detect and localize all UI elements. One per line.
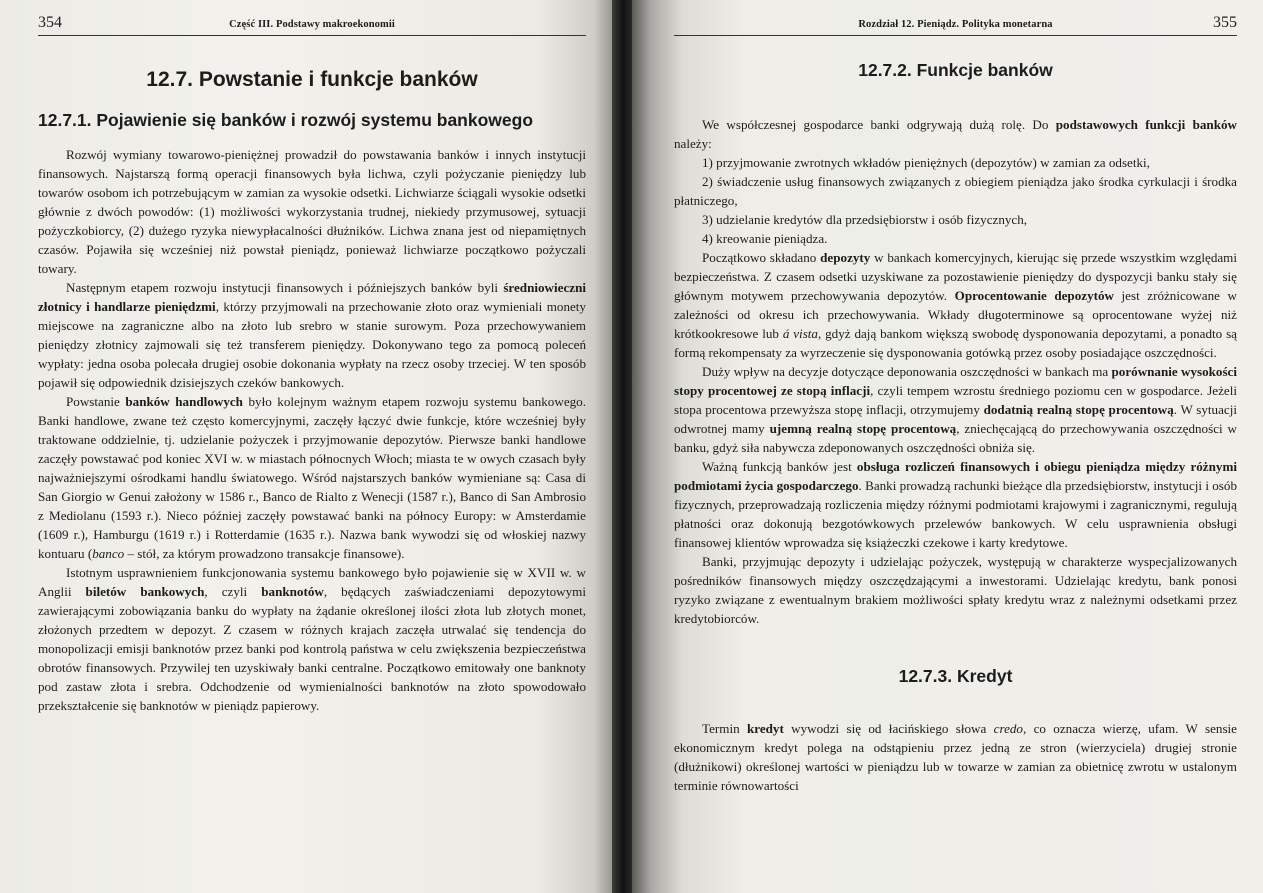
bold-term: Oprocentowanie depozytów xyxy=(954,288,1114,303)
bold-term: średniowieczni złotnicy i handlarze pieniędzmi xyxy=(38,280,586,314)
list-item: 2) świadczenie usług finansowych związanych z obiegiem pieniądza jako środka cyrkulacji i środka płatniczego, xyxy=(674,174,1237,208)
paragraph xyxy=(674,362,1237,457)
paragraph-text: Duży wpływ na decyzje dotyczące deponowania oszczędności w bankach ma xyxy=(702,364,1112,379)
left-page xyxy=(0,0,612,893)
italic-term: banco xyxy=(92,546,125,561)
paragraph-text: , będących zaświadczeniami depozytowymi zawierającymi zobowiązania banku do wypłaty na żądanie określonej ilości złota lub złotych monet, złożonych przedtem w depozyt. Z czasem w różnych krajach zaczęła utrwalać się tendencja do monopolizacji emisji banknotów przez banki pod kontrolą państwa w celu zwiększenia bezpieczeństwa obrotów finansowych. Przywilej ten uzyskiwały banki centralne. Początkowo emitowały one banknoty pod zastaw złota i srebra. Odchodzenie od wymienialności banknotów na złoto spowodowało przekształcenie się banknotów w pieniądz papierowy. xyxy=(38,584,586,713)
paragraph-text: , co oznacza wierzę, ufam. W sensie ekonomicznym kredyt polega na odstąpieniu przez jedną ze stron (wierzyciela) drugiej stronie (dłużnikowi) określonej wartości w pieniądzu lub w towarze w zamian za obietnicę zwrotu w ustalonym terminie równowartości xyxy=(674,721,1237,793)
chapter-section-title: 12.7. Powstanie i funkcje banków xyxy=(146,68,478,91)
paragraph xyxy=(38,145,586,278)
paragraph: Banki, przyjmując depozyty i udzielając pożyczek, występują w charakterze wyspecjalizowanych pośredników finansowych między oszczędzającymi a inwestorami. Udzielając kredytu, bank ponosi ryzyko związane z ewentualnym brakiem możliwości spłaty kredytu wraz z należnymi odsetkami przez kredytobiorców. xyxy=(674,554,1237,626)
paragraph-text: We współczesnej gospodarce banki odgrywają dużą rolę. Do xyxy=(702,117,1056,132)
list-item: 1) przyjmowanie zwrotnych wkładów pieniężnych (depozytów) w zamian za odsetki, xyxy=(702,155,1150,170)
paragraph xyxy=(38,563,586,715)
italic-term: á vista xyxy=(782,326,818,341)
paragraph-text: Termin xyxy=(702,721,747,736)
section-heading: 12.7.3. Kredyt xyxy=(898,666,1013,686)
bold-term: podstawowych funkcji banków xyxy=(1055,117,1237,132)
section-heading: 12.7.2. Funkcje banków xyxy=(858,60,1053,80)
bold-term: obsługa rozliczeń finansowych i obiegu pieniądza między różnymi podmiotami życia gospodarczego xyxy=(674,459,1237,493)
right-page xyxy=(632,0,1263,893)
bold-term: kredyt xyxy=(746,721,784,736)
paragraph-text: Istotnym usprawnieniem funkcjonowania systemu bankowego było pojawienie się w XVII w. w Anglii xyxy=(38,565,586,599)
left-page-header xyxy=(38,14,586,36)
paragraph xyxy=(38,392,586,563)
section-heading: 12.7.1. Pojawienie się banków i rozwój systemu bankowego xyxy=(38,110,534,130)
page-number: 355 xyxy=(1212,14,1237,31)
paragraph-text: , zniechęcającą do przechowywania oszczędności w banku, gdyż siła nabywcza zdeponowanych oszczędności obniża się. xyxy=(674,421,1237,455)
bold-term: dodatnią realną stopę procentową xyxy=(983,402,1174,417)
paragraph-text: , gdyż dają bankom większą swobodę dysponowania depozytami, a ponadto są formą rekompensaty za wyrzeczenie się dysponowania gotówką przez osoby posiadające oszczędności. xyxy=(674,326,1237,360)
paragraph-text: – stół, za którym prowadzono transakcje finansowe). xyxy=(124,546,405,561)
bold-term: ujemną realną stopę procentową xyxy=(769,421,957,436)
paragraph-text: w bankach komercyjnych, kierując się przede wszystkim względami bezpieczeństwa. Z czasem odsetki uzyskiwane za pozostawienie pieniędzy do dyspozycji banku stały się głównym motywem przechowywania depozytów. xyxy=(674,250,1238,303)
bold-term: depozyty xyxy=(820,250,871,265)
paragraph-text: , czyli xyxy=(204,584,262,599)
book-gutter xyxy=(612,0,632,893)
paragraph-text: należy: xyxy=(674,136,712,151)
page-number: 354 xyxy=(38,14,62,31)
list-item: 3) udzielanie kredytów dla przedsiębiorstw i osób fizycznych, xyxy=(702,212,1028,227)
paragraph-text: Początkowo składano xyxy=(702,250,821,265)
running-head: Część III. Podstawy makroekonomii xyxy=(229,19,395,30)
bold-term: banknotów xyxy=(261,584,324,599)
paragraph xyxy=(674,457,1237,552)
bold-term: porównanie wysokości stopy procentowej ze stopą inflacji xyxy=(674,364,1238,398)
list-item: 4) kreowanie pieniądza. xyxy=(702,231,828,246)
paragraph-text: Rozwój wymiany towarowo-pieniężnej prowadził do powstawania banków i innych instytucji finansowych. Najstarszą formą operacji finansowych była lichwa, czyli pożyczanie pieniędzy lub towarów osobom ich potrzebującym w zamian za wysokie odsetki. Lichwiarze ściągali wysokie odsetki głównie z dwóch powodów: (1) możliwości wykorzystania trudnej, niekiedy przymusowej, sytuacji pożyczkobiorcy, (2) dużego ryzyka niewypłacalności dłużników. Lichwa znana jest od niepamiętnych czasów. Pojawiła się wcześniej niż powstał pieniądz, ponieważ lichwiarze początkowo pożyczali towary. xyxy=(38,147,586,276)
paragraph-text: jest zróżnicowane w zależności od okresu ich przechowywania. Wkłady długoterminowe są oprocentowane wyżej niż krótkookresowe lub xyxy=(674,288,1237,341)
paragraph xyxy=(38,278,586,392)
paragraph-text: Powstanie xyxy=(66,394,126,409)
bold-term: banków handlowych xyxy=(125,394,243,409)
paragraph-text: , czyli tempem wzrostu średniego poziomu cen w gospodarce. Jeżeli stopa procentowa przewyższa stopę inflacji, otrzymujemy xyxy=(674,383,1237,417)
italic-term: credo xyxy=(993,721,1023,736)
running-head: Rozdział 12. Pieniądz. Polityka monetarna xyxy=(858,19,1053,30)
paragraph-text: . W sytuacji odwrotnej mamy xyxy=(674,402,1237,436)
paragraph xyxy=(674,719,1237,795)
paragraph-text: . Banki prowadzą rachunki bieżące dla przedsiębiorstw, instytucji i osób fizycznych, przeprowadzają rozliczenia między różnymi podmiotami krajowymi i zagranicznymi, regulują płatności oraz dokonują bezgotówkowych przelewów bankowych. W celu usprawnienia obsługi finansowej klientów wprowadza się książeczki czekowe i karty kredytowe. xyxy=(674,478,1237,550)
paragraph xyxy=(674,115,1237,153)
paragraph xyxy=(674,248,1237,362)
paragraph-text: Następnym etapem rozwoju instytucji finansowych i późniejszych banków byli xyxy=(66,280,504,295)
paragraph-text: Ważną funkcją banków jest xyxy=(702,459,857,474)
paragraph-text: było kolejnym ważnym etapem rozwoju systemu bankowego. Banki handlowe, zwane też często komercyjnymi, zaczęły łączyć dwie funkcje, które wcześniej były traktowane oddzielnie, tj. udzielanie pożyczek i przyjmowanie depozytów. Pierwsze banki handlowe zaczęły powstawać pod koniec XVI w. w miastach północnych Włoch; miasta te w owych czasach były najważniejszymi ośrodkami handlu światowego. Wśród najstarszych banków wymieniane są: Casa di San Giorgio w Genui założony w 1586 r., Banco de Rialto z Wenecji (1587 r.), Banco di San Ambrosio z Mediolanu (1593 r.). Nieco później zaczęły powstawać banki na północy Europy: w Amsterdamie (1609 r.), Hamburgu (1619 r.) i Rotterdamie (1635 r.). Nazwa bank wywodzi się od włoskiej nazwy kontuaru ( xyxy=(38,394,586,561)
paragraph-text: , którzy przyjmowali na przechowanie złoto oraz wymieniali monety miejscowe na zagraniczne albo na złoto lub srebro w stanie surowym. Poza przechowywaniem pieniędzy złotnicy zajmowali się też transferem pieniędzy. Dokonywano tego za pomocą poleceń wypłaty: jedna osoba polecała drugiej osobie dokonania wypłaty na rzecz osoby trzeciej. W ten sposób pojawił się odpowiednik dzisiejszych czeków bankowych. xyxy=(38,299,586,390)
paragraph-text: wywodzi się od łacińskiego słowa xyxy=(783,721,994,736)
right-page-header xyxy=(674,14,1237,36)
bold-term: biletów bankowych xyxy=(85,584,205,599)
